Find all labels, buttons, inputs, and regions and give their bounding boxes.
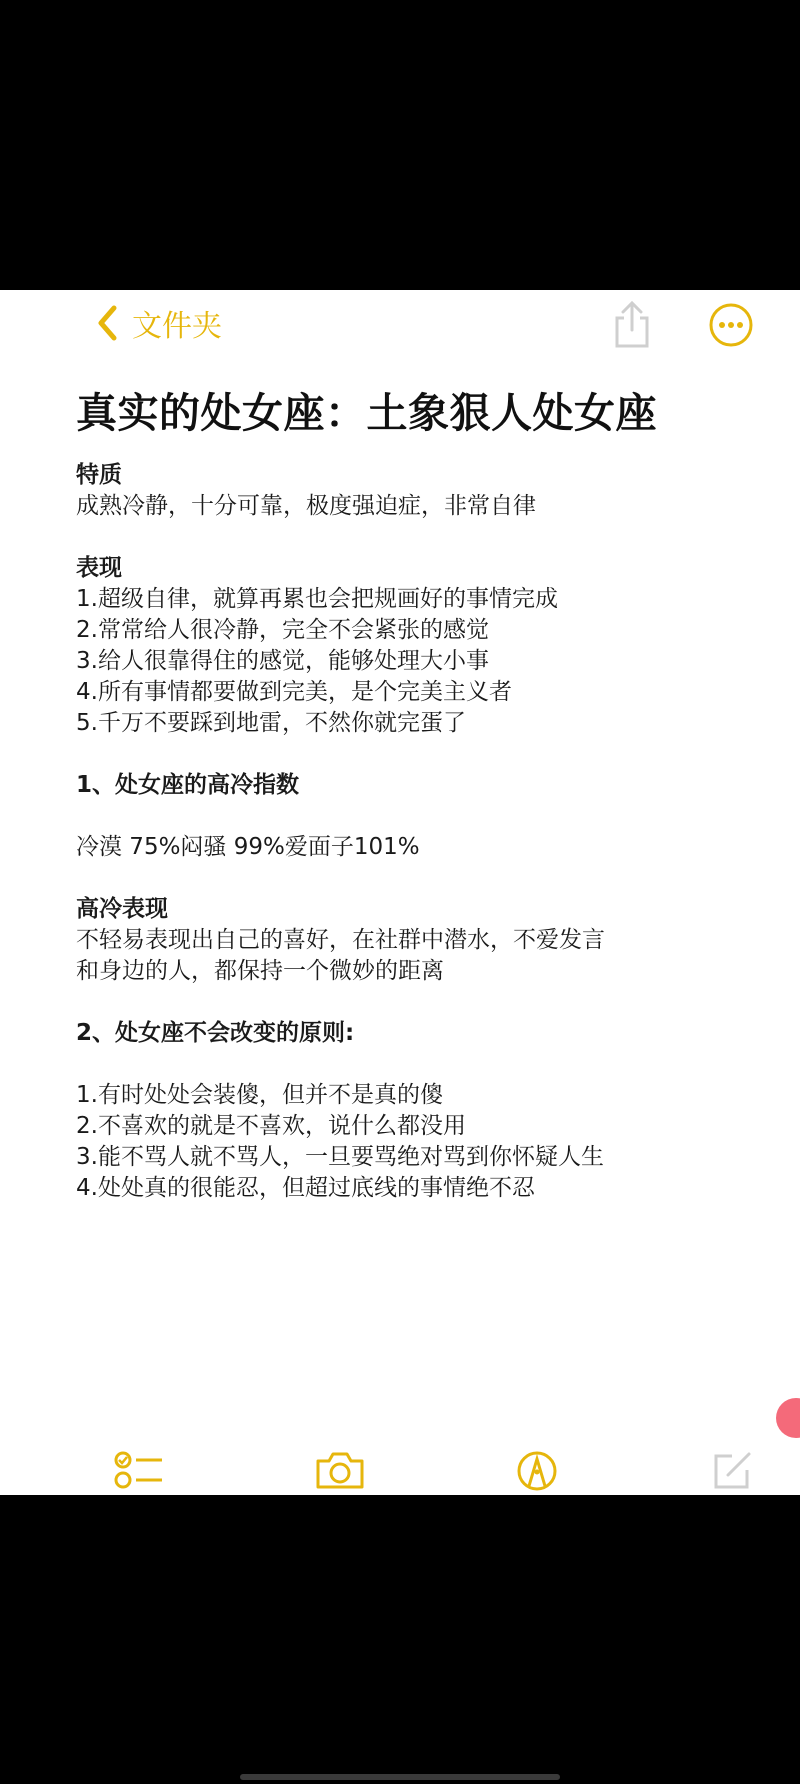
compose-button[interactable] [712,1450,754,1490]
principles-heading: 2、处女座不会改变的原则: [76,1020,355,1046]
more-ellipsis-icon [708,302,754,348]
principle-item: 4.处处真的很能忍，但超过底线的事情绝不忍 [76,1175,535,1201]
notes-screen [0,290,800,1495]
back-button[interactable] [96,300,222,346]
checklist-icon [114,1450,164,1490]
top-black-area [0,0,800,290]
perf-item: 5.千万不要踩到地雷，不然你就完蛋了 [76,710,466,736]
perf-item: 1.超级自律，就算再累也会把规画好的事情完成 [76,586,558,612]
floating-assist-dot[interactable] [776,1398,800,1438]
cold-perf-line: 和身边的人，都保持一个微妙的距离 [76,958,444,984]
perf-item: 2.常常给人很冷静，完全不会紧张的感觉 [76,617,489,643]
camera-icon [314,1450,366,1490]
perf-item: 3.给人很靠得住的感觉，能够处理大小事 [76,648,489,674]
blank-line [76,863,776,894]
principle-item: 3.能不骂人就不骂人，一旦要骂绝对骂到你怀疑人生 [76,1144,604,1170]
back-label: 文件夹 [132,309,222,344]
bottom-black-area [0,1495,800,1784]
blank-line [76,739,776,770]
blank-line [76,987,776,1018]
principle-item: 1.有时处处会装傻，但并不是真的傻 [76,1082,443,1108]
bottom-toolbar [0,1450,800,1495]
principle-item: 2.不喜欢的就是不喜欢，说什么都没用 [76,1113,466,1139]
checklist-button[interactable] [114,1450,164,1490]
home-indicator[interactable] [240,1774,560,1780]
markup-pen-icon [516,1450,558,1492]
note-title[interactable]: 真实的处女座：土象狠人处女座 [76,389,657,437]
camera-button[interactable] [314,1450,366,1490]
cold-index-text: 冷漠 75%闷骚 99%爱面子101% [76,834,420,860]
markup-button[interactable] [516,1450,558,1492]
blank-line [76,801,776,832]
cold-index-heading: 1、处女座的高冷指数 [76,772,300,798]
share-button[interactable] [610,300,654,350]
more-button[interactable] [708,302,754,348]
blank-line [76,522,776,553]
perf-heading: 表现 [76,555,122,581]
share-icon [610,300,654,350]
chevron-left-icon [96,305,118,341]
trait-heading: 特质 [76,462,122,488]
cold-perf-heading: 高冷表现 [76,896,168,922]
perf-item: 4.所有事情都要做到完美，是个完美主义者 [76,679,512,705]
cold-perf-line: 不轻易表现出自己的喜好，在社群中潜水，不爱发言 [76,927,605,953]
note-body[interactable] [76,460,776,1204]
blank-line [76,1049,776,1080]
trait-text: 成熟冷静，十分可靠，极度强迫症，非常自律 [76,493,536,519]
compose-icon [712,1450,754,1490]
